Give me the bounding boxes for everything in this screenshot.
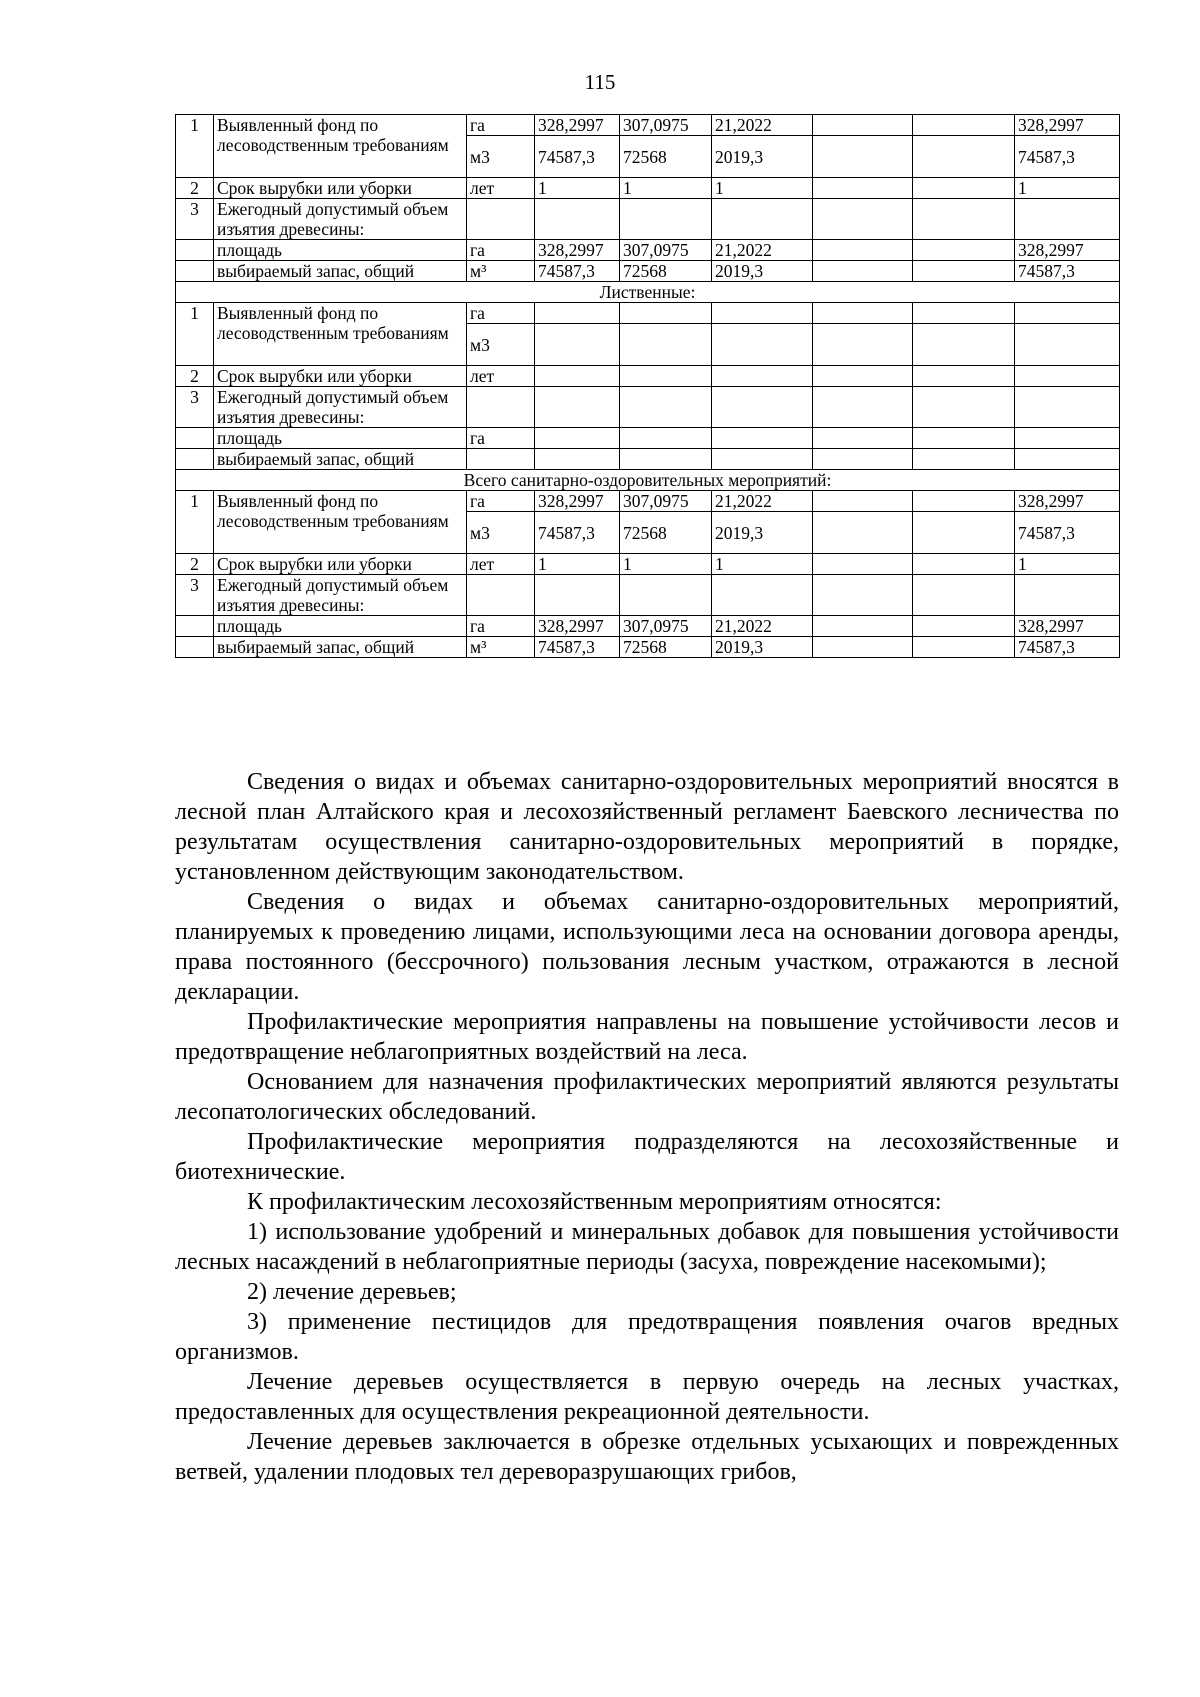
empty-cell (813, 616, 913, 637)
empty-cell (176, 261, 214, 282)
empty-cell (913, 240, 1015, 261)
empty-cell (813, 491, 913, 512)
empty-cell (467, 387, 535, 428)
value-cell: 74587,3 (1015, 512, 1120, 554)
empty-cell (813, 449, 913, 470)
row-label: Выявленный фонд по лесоводственным требованиям (214, 303, 467, 366)
table-row (176, 554, 1120, 575)
paragraph: Профилактические мероприятия направлены на повышение устойчивости лесов и предотвращение неблагоприятных воздействий на леса. (175, 1009, 1119, 1065)
value-cell: 21,2022 (712, 616, 813, 637)
empty-cell (1015, 428, 1120, 449)
row-label: Выявленный фонд по лесоводственным требованиям (214, 115, 467, 178)
empty-cell (535, 387, 620, 428)
row-label: Срок вырубки или уборки (214, 554, 467, 575)
row-number: 1 (176, 115, 214, 178)
value-cell: 21,2022 (712, 491, 813, 512)
empty-cell (813, 178, 913, 199)
value-cell: 1 (535, 178, 620, 199)
value-cell: 2019,3 (712, 512, 813, 554)
empty-cell (1015, 324, 1120, 366)
unit-cell: м³ (467, 261, 535, 282)
empty-cell (620, 575, 712, 616)
empty-cell (712, 428, 813, 449)
empty-cell (913, 199, 1015, 240)
empty-cell (913, 428, 1015, 449)
section-title-deciduous: Лиственные: (176, 282, 1120, 303)
empty-cell (467, 575, 535, 616)
section-title-total: Всего санитарно-оздоровительных мероприятий: (176, 470, 1120, 491)
empty-cell (813, 115, 913, 136)
table-row (176, 449, 1120, 470)
table-row (176, 428, 1120, 449)
row-label: выбираемый запас, общий (214, 449, 467, 470)
list-item: 3) применение пестицидов для предотвращения появления очагов вредных организмов. (175, 1309, 1119, 1365)
value-cell: 307,0975 (620, 115, 712, 136)
empty-cell (620, 387, 712, 428)
empty-cell (176, 449, 214, 470)
empty-cell (813, 261, 913, 282)
empty-cell (712, 575, 813, 616)
value-cell: 1 (535, 554, 620, 575)
empty-cell (813, 575, 913, 616)
empty-cell (913, 387, 1015, 428)
unit-cell: га (467, 491, 535, 512)
paragraph: Профилактические мероприятия подразделяются на лесохозяйственные и биотехнические. (175, 1129, 1119, 1185)
row-number: 3 (176, 199, 214, 240)
empty-cell (913, 637, 1015, 658)
unit-cell: лет (467, 178, 535, 199)
body-text (175, 767, 1119, 1487)
empty-cell (176, 616, 214, 637)
value-cell: 307,0975 (620, 616, 712, 637)
unit-cell: га (467, 303, 535, 324)
value-cell: 21,2022 (712, 240, 813, 261)
table-row (176, 240, 1120, 261)
unit-cell: м3 (467, 136, 535, 178)
empty-cell (620, 324, 712, 366)
value-cell: 72568 (620, 637, 712, 658)
empty-cell (913, 261, 1015, 282)
value-cell: 328,2997 (1015, 240, 1120, 261)
value-cell: 72568 (620, 512, 712, 554)
paragraph: Сведения о видах и объемах санитарно-оздоровительных мероприятий, планируемых к проведению лицами, использующими леса на основании договора аренды, права постоянного (бессрочного) пользования лесным участком, отражаются в лесной декларации. (175, 889, 1119, 1005)
empty-cell (535, 324, 620, 366)
empty-cell (913, 136, 1015, 178)
value-cell: 328,2997 (535, 240, 620, 261)
value-cell: 2019,3 (712, 637, 813, 658)
empty-cell (813, 554, 913, 575)
row-number: 1 (176, 491, 214, 554)
empty-cell (535, 303, 620, 324)
value-cell: 74587,3 (1015, 637, 1120, 658)
empty-cell (913, 366, 1015, 387)
empty-cell (913, 575, 1015, 616)
empty-cell (1015, 199, 1120, 240)
table-row (176, 637, 1120, 658)
row-label: Выявленный фонд по лесоводственным требованиям (214, 491, 467, 554)
empty-cell (467, 449, 535, 470)
empty-cell (712, 199, 813, 240)
empty-cell (813, 324, 913, 366)
empty-cell (620, 428, 712, 449)
value-cell: 74587,3 (1015, 261, 1120, 282)
empty-cell (535, 449, 620, 470)
value-cell: 74587,3 (1015, 136, 1120, 178)
page-number: 115 (584, 70, 616, 94)
value-cell: 307,0975 (620, 491, 712, 512)
empty-cell (1015, 449, 1120, 470)
table-row (176, 115, 1120, 136)
empty-cell (620, 199, 712, 240)
list-item: 2) лечение деревьев; (247, 1279, 457, 1305)
value-cell: 72568 (620, 261, 712, 282)
table-row (176, 491, 1120, 512)
value-cell: 74587,3 (535, 136, 620, 178)
empty-cell (913, 554, 1015, 575)
empty-cell (535, 428, 620, 449)
row-number: 3 (176, 387, 214, 428)
value-cell: 72568 (620, 136, 712, 178)
value-cell: 1 (1015, 554, 1120, 575)
empty-cell (712, 303, 813, 324)
empty-cell (176, 240, 214, 261)
empty-cell (712, 387, 813, 428)
row-label: Ежегодный допустимый объем изъятия древесины: (214, 575, 467, 616)
row-number: 3 (176, 575, 214, 616)
unit-cell: м3 (467, 324, 535, 366)
empty-cell (913, 324, 1015, 366)
empty-cell (813, 136, 913, 178)
unit-cell: лет (467, 366, 535, 387)
empty-cell (913, 303, 1015, 324)
empty-cell (813, 199, 913, 240)
empty-cell (1015, 303, 1120, 324)
row-number: 1 (176, 303, 214, 366)
unit-cell: га (467, 428, 535, 449)
unit-cell: га (467, 616, 535, 637)
table-row (176, 261, 1120, 282)
paragraph: Сведения о видах и объемах санитарно-оздоровительных мероприятий вносятся в лесной план Алтайского края и лесохозяйственный регламент Баевского лесничества по результатам осуществления санитарно-оздоровительных мероприятий в порядке, установленном действующим законодательством. (175, 769, 1119, 885)
empty-cell (712, 449, 813, 470)
empty-cell (813, 240, 913, 261)
row-label: Срок вырубки или уборки (214, 366, 467, 387)
row-label: площадь (214, 428, 467, 449)
paragraph: К профилактическим лесохозяйственным мероприятиям относятся: (247, 1189, 942, 1215)
value-cell: 328,2997 (1015, 491, 1120, 512)
unit-cell: м³ (467, 637, 535, 658)
empty-cell (535, 575, 620, 616)
empty-cell (913, 178, 1015, 199)
row-label: площадь (214, 616, 467, 637)
paragraph: Лечение деревьев заключается в обрезке отдельных усыхающих и поврежденных ветвей, удалении плодовых тел дереворазрушающих грибов, (175, 1429, 1119, 1485)
empty-cell (913, 616, 1015, 637)
row-label: выбираемый запас, общий (214, 637, 467, 658)
row-label: Срок вырубки или уборки (214, 178, 467, 199)
row-label: Ежегодный допустимый объем изъятия древесины: (214, 387, 467, 428)
empty-cell (813, 303, 913, 324)
empty-cell (813, 387, 913, 428)
table-row (176, 575, 1120, 616)
empty-cell (813, 512, 913, 554)
unit-cell: га (467, 115, 535, 136)
table-row (176, 178, 1120, 199)
empty-cell (535, 366, 620, 387)
row-number: 2 (176, 178, 214, 199)
value-cell: 328,2997 (1015, 616, 1120, 637)
value-cell: 1 (620, 178, 712, 199)
empty-cell (813, 428, 913, 449)
row-number: 2 (176, 366, 214, 387)
list-item: 1) использование удобрений и минеральных добавок для повышения устойчивости лесных насаждений в неблагоприятные периоды (засуха, повреждение насекомыми); (175, 1219, 1119, 1275)
unit-cell: лет (467, 554, 535, 575)
empty-cell (913, 512, 1015, 554)
table-section-row (176, 470, 1120, 491)
table-row (176, 616, 1120, 637)
table-section-row (176, 282, 1120, 303)
value-cell: 328,2997 (1015, 115, 1120, 136)
empty-cell (813, 366, 913, 387)
table-row (176, 199, 1120, 240)
value-cell: 74587,3 (535, 637, 620, 658)
empty-cell (535, 199, 620, 240)
unit-cell: га (467, 240, 535, 261)
table-row (176, 366, 1120, 387)
row-number: 2 (176, 554, 214, 575)
empty-cell (176, 428, 214, 449)
unit-cell: м3 (467, 512, 535, 554)
empty-cell (1015, 575, 1120, 616)
value-cell: 328,2997 (535, 616, 620, 637)
value-cell: 328,2997 (535, 115, 620, 136)
empty-cell (620, 303, 712, 324)
empty-cell (176, 637, 214, 658)
empty-cell (712, 324, 813, 366)
table-row (176, 387, 1120, 428)
paragraph: Лечение деревьев осуществляется в первую очередь на лесных участках, предоставленных для осуществления рекреационной деятельности. (175, 1369, 1119, 1425)
value-cell: 1 (712, 178, 813, 199)
value-cell: 74587,3 (535, 512, 620, 554)
empty-cell (1015, 387, 1120, 428)
forest-measures-table (175, 114, 1120, 658)
row-label: площадь (214, 240, 467, 261)
value-cell: 21,2022 (712, 115, 813, 136)
value-cell: 2019,3 (712, 136, 813, 178)
empty-cell (620, 449, 712, 470)
value-cell: 1 (712, 554, 813, 575)
value-cell: 328,2997 (535, 491, 620, 512)
value-cell: 2019,3 (712, 261, 813, 282)
empty-cell (467, 199, 535, 240)
empty-cell (813, 637, 913, 658)
row-label: выбираемый запас, общий (214, 261, 467, 282)
empty-cell (913, 491, 1015, 512)
empty-cell (1015, 366, 1120, 387)
empty-cell (620, 366, 712, 387)
empty-cell (913, 115, 1015, 136)
value-cell: 74587,3 (535, 261, 620, 282)
empty-cell (712, 366, 813, 387)
empty-cell (913, 449, 1015, 470)
value-cell: 1 (1015, 178, 1120, 199)
value-cell: 307,0975 (620, 240, 712, 261)
paragraph: Основанием для назначения профилактических мероприятий являются результаты лесопатологических обследований. (175, 1069, 1119, 1125)
table-row (176, 303, 1120, 324)
value-cell: 1 (620, 554, 712, 575)
row-label: Ежегодный допустимый объем изъятия древесины: (214, 199, 467, 240)
